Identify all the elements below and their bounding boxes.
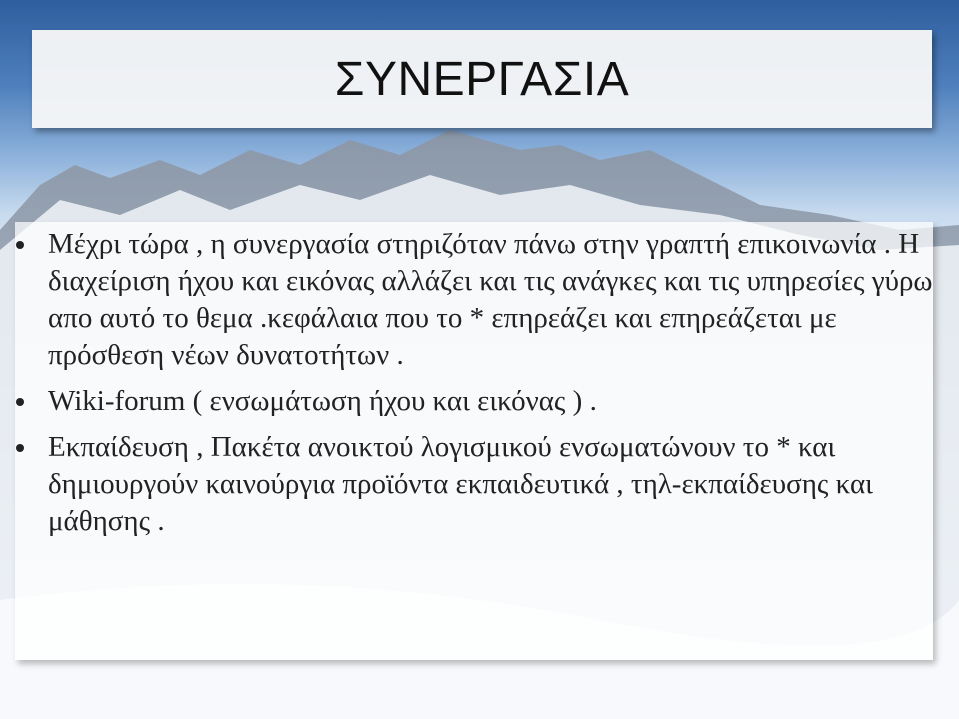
bullet-dot-icon	[16, 241, 24, 249]
bullet-item	[0, 429, 940, 540]
bullet-item	[0, 383, 940, 420]
bullet-text: Μέχρι τώρα , η συνεργασία στηριζόταν πάνω στην γραπτή επικοινωνία . Η διαχείριση ήχου και εικόνας αλλάζει και τις ανάγκες και τις υπηρεσίες γύρω απο αυτό το θεμα .κεφάλαια που το * επηρεάζει και επηρεάζεται με πρόσθεση νέων δυνατοτήτων .	[48, 228, 933, 371]
bullet-text: Wiki-forum ( ενσωμάτωση ήχου και εικόνας ) .	[48, 385, 597, 417]
bullet-list	[0, 226, 940, 540]
bullet-list-container	[0, 226, 940, 549]
bullet-dot-icon	[16, 444, 24, 452]
bullet-item	[0, 226, 940, 374]
bullet-text: Εκπαίδευση , Πακέτα ανοικτού λογισμικού ενσωματώνουν το * και δημιουργούν καινούργια προϊόντα εκπαιδευτικά , τηλ-εκπαίδευσης και μάθησης .	[48, 431, 873, 537]
bullet-dot-icon	[16, 398, 24, 406]
title-box	[32, 30, 932, 128]
slide-title: ΣΥΝΕΡΓΑΣΙΑ	[334, 52, 630, 106]
